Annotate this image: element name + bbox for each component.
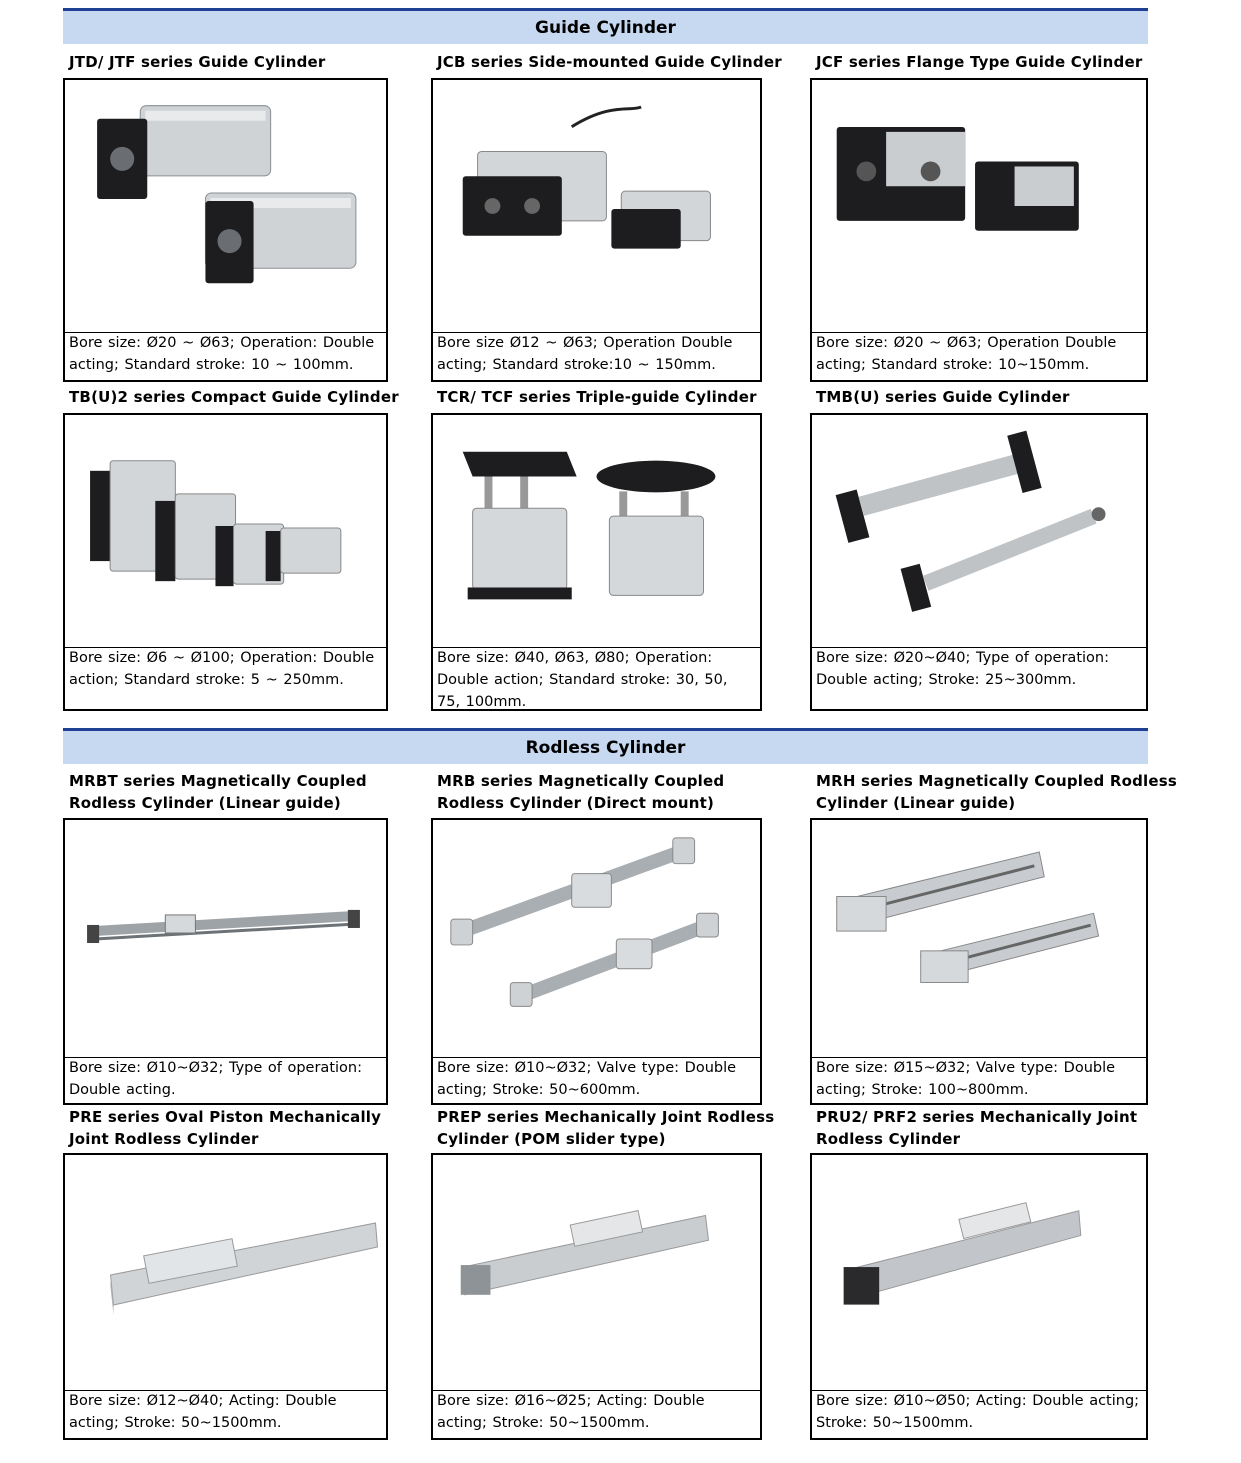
- product-card: [63, 1153, 388, 1440]
- guide-cylinder-photo-icon: [65, 80, 386, 333]
- product-card: [431, 78, 762, 382]
- mechanical-rodless-cylinder-photo-icon: [812, 1155, 1146, 1391]
- product-title: PREP series Mechanically Joint Rodless Cylinder (POM slider type): [437, 1108, 775, 1148]
- product-card: [63, 78, 388, 382]
- product-description: Bore size Ø12 ~ Ø63; Operation Double acting; Standard stroke:10 ~ 150mm.: [437, 335, 733, 373]
- section-title: Rodless Cylinder: [525, 737, 686, 758]
- product-title: TCR/ TCF series Triple-guide Cylinder: [437, 388, 757, 406]
- product-title: MRB series Magnetically Coupled Rodless Cylinder (Direct mount): [437, 772, 725, 812]
- product-title: PRE series Oval Piston Mechanically Joint Rodless Cylinder: [69, 1108, 382, 1148]
- section-title: Guide Cylinder: [535, 17, 676, 38]
- triple-guide-cylinder-photo-icon: [433, 415, 760, 648]
- product-card: [431, 1153, 762, 1440]
- product-description: Bore size: Ø10~Ø32; Type of operation: Double acting.: [69, 1060, 362, 1098]
- product-description: Bore size: Ø20 ~ Ø63; Operation: Double acting; Standard stroke: 10 ~ 100mm.: [69, 335, 375, 373]
- product-title: JCF series Flange Type Guide Cylinder: [816, 53, 1143, 71]
- product-card: [431, 818, 762, 1105]
- product-title: JCB series Side-mounted Guide Cylinder: [437, 53, 782, 71]
- product-description: Bore size: Ø12~Ø40; Acting: Double acting; Stroke: 50~1500mm.: [69, 1393, 337, 1431]
- product-title: JTD/ JTF series Guide Cylinder: [69, 53, 326, 71]
- product-description: Bore size: Ø15~Ø32; Valve type: Double acting; Stroke: 100~800mm.: [816, 1060, 1116, 1098]
- rodless-cylinder-photo-icon: [65, 820, 386, 1058]
- mechanical-rodless-cylinder-photo-icon: [433, 1155, 760, 1391]
- product-description: Bore size: Ø16~Ø25; Acting: Double acting; Stroke: 50~1500mm.: [437, 1393, 705, 1431]
- product-title: TMB(U) series Guide Cylinder: [816, 388, 1070, 406]
- product-title: MRBT series Magnetically Coupled Rodless Cylinder (Linear guide): [69, 772, 367, 812]
- long-guide-cylinder-photo-icon: [812, 415, 1146, 648]
- product-title: TB(U)2 series Compact Guide Cylinder: [69, 388, 399, 406]
- product-card: [810, 413, 1148, 711]
- rodless-cylinder-photo-icon: [812, 820, 1146, 1058]
- rodless-cylinder-photo-icon: [433, 820, 760, 1058]
- product-title: PRU2/ PRF2 series Mechanically Joint Rodless Cylinder: [816, 1108, 1138, 1148]
- product-description: Bore size: Ø40, Ø63, Ø80; Operation: Double action; Standard stroke: 30, 50, 75, 100mm.: [437, 650, 728, 710]
- product-card: [810, 78, 1148, 382]
- product-card: [63, 413, 388, 711]
- flange-guide-cylinder-photo-icon: [812, 80, 1146, 333]
- product-card: [63, 818, 388, 1105]
- product-description: Bore size: Ø10~Ø50; Acting: Double acting; Stroke: 50~1500mm.: [816, 1393, 1140, 1431]
- compact-guide-cylinder-photo-icon: [65, 415, 386, 648]
- product-description: Bore size: Ø20 ~ Ø63; Operation Double acting; Standard stroke: 10~150mm.: [816, 335, 1117, 373]
- product-card: [431, 413, 762, 711]
- section-header-rodless-cylinder: [63, 728, 1148, 764]
- product-description: Bore size: Ø20~Ø40; Type of operation: Double acting; Stroke: 25~300mm.: [816, 650, 1109, 688]
- mechanical-rodless-cylinder-photo-icon: [65, 1155, 386, 1391]
- product-card: [810, 1153, 1148, 1440]
- section-header-guide-cylinder: [63, 8, 1148, 44]
- side-mounted-guide-cylinder-photo-icon: [433, 80, 760, 333]
- product-description: Bore size: Ø6 ~ Ø100; Operation: Double action; Standard stroke: 5 ~ 250mm.: [69, 650, 375, 688]
- product-card: [810, 818, 1148, 1105]
- product-description: Bore size: Ø10~Ø32; Valve type: Double acting; Stroke: 50~600mm.: [437, 1060, 737, 1098]
- product-title: MRH series Magnetically Coupled Rodless Cylinder (Linear guide): [816, 772, 1178, 812]
